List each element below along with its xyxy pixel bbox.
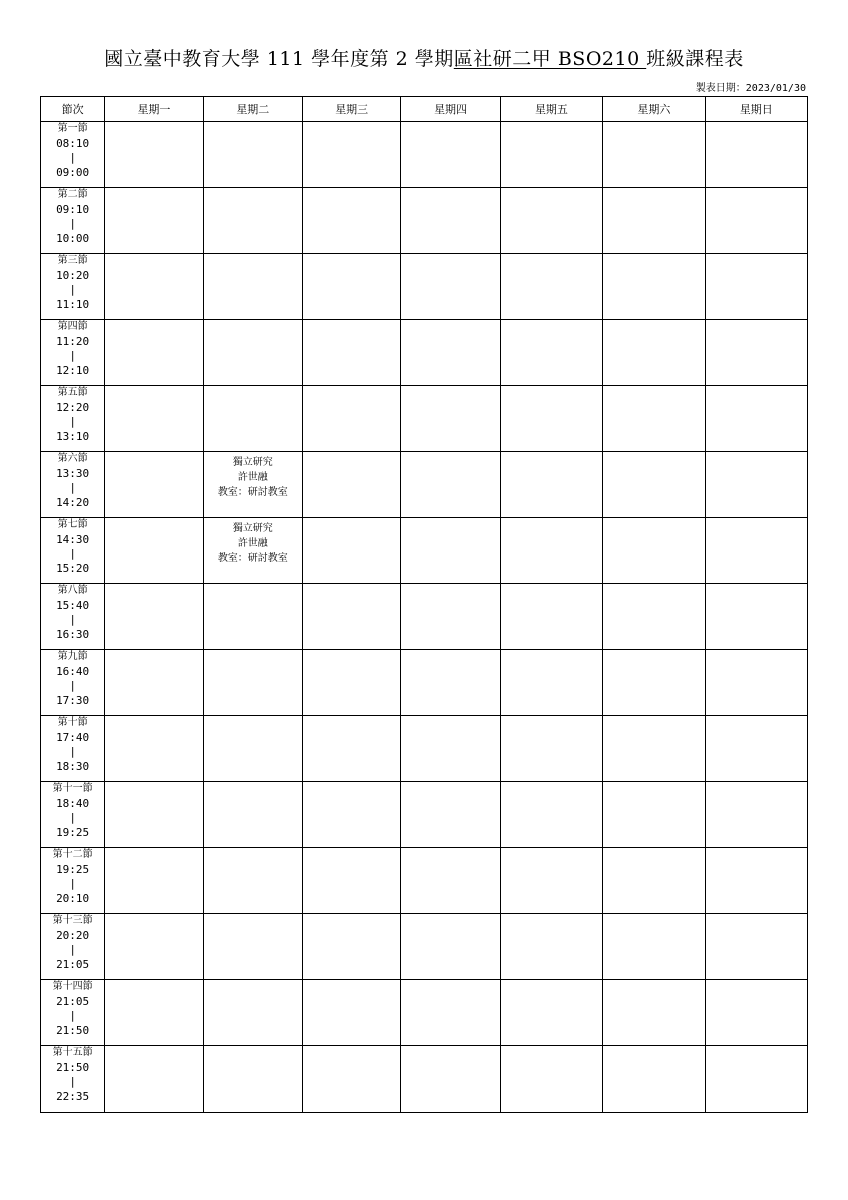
schedule-cell	[603, 320, 705, 386]
schedule-cell	[105, 122, 203, 188]
period-name: 第十三節	[52, 915, 93, 926]
period-header: 節次	[41, 97, 105, 122]
schedule-cell	[705, 452, 807, 518]
course-name: 獨立研究	[232, 457, 273, 468]
schedule-cell	[603, 122, 705, 188]
day-header-thu: 星期四	[401, 97, 500, 122]
schedule-cell	[705, 980, 807, 1046]
period-cell	[41, 914, 105, 980]
schedule-cell	[705, 122, 807, 188]
time-separator: |	[69, 811, 76, 824]
schedule-cell	[203, 584, 302, 650]
schedule-cell	[105, 848, 203, 914]
period-start-time: 19:25	[56, 862, 90, 876]
schedule-cell	[203, 1046, 302, 1113]
course-room: 教室：研討教室	[217, 487, 288, 498]
title-prefix: 國立臺中教育大學 111 學年度第 2 學期	[104, 48, 454, 70]
day-header-wed: 星期三	[303, 97, 401, 122]
schedule-cell	[203, 980, 302, 1046]
time-separator: |	[69, 481, 76, 494]
schedule-cell	[401, 518, 500, 584]
schedule-cell	[303, 386, 401, 452]
schedule-cell	[603, 914, 705, 980]
time-separator: |	[69, 877, 76, 890]
schedule-cell	[401, 320, 500, 386]
table-row	[41, 848, 808, 914]
day-header-sat: 星期六	[603, 97, 705, 122]
schedule-cell	[401, 386, 500, 452]
table-row	[41, 782, 808, 848]
schedule-cell	[203, 716, 302, 782]
schedule-cell	[105, 980, 203, 1046]
schedule-cell	[603, 848, 705, 914]
schedule-cell	[203, 782, 302, 848]
page-title	[0, 44, 848, 71]
period-end-time: 17:30	[56, 693, 90, 707]
period-end-time: 21:05	[56, 957, 90, 971]
period-cell	[41, 980, 105, 1046]
period-name: 第十四節	[52, 981, 93, 992]
schedule-cell	[303, 320, 401, 386]
schedule-cell	[401, 254, 500, 320]
schedule-cell	[705, 386, 807, 452]
schedule-cell	[105, 518, 203, 584]
period-start-time: 14:30	[56, 532, 90, 546]
schedule-cell	[401, 848, 500, 914]
schedule-cell	[203, 848, 302, 914]
schedule-cell	[705, 254, 807, 320]
time-separator: |	[69, 745, 76, 758]
schedule-cell	[603, 650, 705, 716]
schedule-cell	[500, 848, 602, 914]
schedule-cell	[105, 1046, 203, 1113]
time-separator: |	[69, 679, 76, 692]
period-name: 第五節	[57, 387, 88, 398]
schedule-cell	[105, 782, 203, 848]
schedule-cell	[105, 452, 203, 518]
schedule-cell	[203, 452, 302, 518]
period-end-time: 13:10	[56, 429, 90, 443]
schedule-cell	[705, 1046, 807, 1113]
period-end-time: 14:20	[56, 495, 90, 509]
table-row	[41, 188, 808, 254]
schedule-cell	[203, 122, 302, 188]
period-start-time: 09:10	[56, 202, 90, 216]
period-cell	[41, 782, 105, 848]
schedule-cell	[105, 584, 203, 650]
schedule-cell	[303, 848, 401, 914]
time-separator: |	[69, 349, 76, 362]
period-start-time: 17:40	[56, 730, 90, 744]
schedule-cell	[105, 914, 203, 980]
schedule-cell	[500, 980, 602, 1046]
schedule-cell	[303, 980, 401, 1046]
table-row	[41, 914, 808, 980]
schedule-cell	[303, 782, 401, 848]
schedule-cell	[705, 188, 807, 254]
course-room: 教室：研討教室	[217, 553, 288, 564]
schedule-cell	[500, 188, 602, 254]
table-row	[41, 1046, 808, 1113]
table-row	[41, 452, 808, 518]
title-class: 區社研二甲 BSO210	[453, 48, 647, 70]
period-end-time: 10:00	[56, 231, 90, 245]
schedule-cell	[500, 782, 602, 848]
schedule-cell	[603, 386, 705, 452]
schedule-cell	[303, 716, 401, 782]
day-header-mon: 星期一	[105, 97, 203, 122]
time-separator: |	[69, 415, 76, 428]
table-row	[41, 386, 808, 452]
schedule-cell	[500, 518, 602, 584]
schedule-cell	[203, 254, 302, 320]
schedule-cell	[705, 716, 807, 782]
title-suffix: 班級課程表	[646, 48, 744, 70]
period-name: 第十二節	[52, 849, 93, 860]
period-cell	[41, 320, 105, 386]
period-start-time: 20:20	[56, 928, 90, 942]
schedule-cell	[401, 452, 500, 518]
period-start-time: 21:50	[56, 1060, 90, 1074]
period-start-time: 08:10	[56, 136, 90, 150]
time-separator: |	[69, 1075, 76, 1088]
day-header-sun: 星期日	[705, 97, 807, 122]
period-cell	[41, 122, 105, 188]
period-cell	[41, 716, 105, 782]
period-start-time: 12:20	[56, 400, 90, 414]
schedule-cell	[500, 650, 602, 716]
schedule-cell	[303, 584, 401, 650]
course-entry	[204, 518, 302, 566]
schedule-cell	[401, 650, 500, 716]
period-end-time: 12:10	[56, 363, 90, 377]
schedule-cell	[603, 518, 705, 584]
schedule-cell	[203, 650, 302, 716]
time-separator: |	[69, 217, 76, 230]
period-start-time: 11:20	[56, 334, 90, 348]
table-row	[41, 122, 808, 188]
schedule-cell	[603, 452, 705, 518]
date-label: 製表日期：2023/01/30	[695, 83, 806, 94]
schedule-cell	[105, 650, 203, 716]
schedule-cell	[500, 584, 602, 650]
schedule-cell	[401, 716, 500, 782]
table-row	[41, 980, 808, 1046]
timetable-body	[41, 122, 808, 1113]
period-end-time: 22:35	[56, 1089, 90, 1103]
period-name: 第六節	[57, 453, 88, 464]
schedule-cell	[500, 386, 602, 452]
schedule-cell	[401, 188, 500, 254]
period-end-time: 16:30	[56, 627, 90, 641]
schedule-cell	[105, 254, 203, 320]
period-name: 第十節	[57, 717, 88, 728]
timetable	[40, 96, 808, 1113]
period-start-time: 16:40	[56, 664, 90, 678]
table-row	[41, 584, 808, 650]
schedule-cell	[500, 914, 602, 980]
schedule-cell	[603, 782, 705, 848]
schedule-cell	[203, 518, 302, 584]
schedule-cell	[105, 716, 203, 782]
schedule-cell	[500, 452, 602, 518]
schedule-cell	[705, 584, 807, 650]
period-end-time: 15:20	[56, 561, 90, 575]
header-row	[41, 97, 808, 122]
schedule-cell	[203, 914, 302, 980]
time-separator: |	[69, 613, 76, 626]
schedule-cell	[203, 386, 302, 452]
period-cell	[41, 848, 105, 914]
period-start-time: 15:40	[56, 598, 90, 612]
schedule-cell	[303, 452, 401, 518]
schedule-cell	[303, 1046, 401, 1113]
schedule-cell	[105, 386, 203, 452]
schedule-cell	[303, 254, 401, 320]
schedule-cell	[603, 584, 705, 650]
schedule-cell	[705, 848, 807, 914]
course-name: 獨立研究	[232, 523, 273, 534]
period-cell	[41, 650, 105, 716]
schedule-cell	[500, 1046, 602, 1113]
schedule-cell	[500, 716, 602, 782]
period-name: 第八節	[57, 585, 88, 596]
schedule-cell	[401, 122, 500, 188]
schedule-cell	[203, 320, 302, 386]
period-name: 第九節	[57, 651, 88, 662]
schedule-cell	[105, 188, 203, 254]
time-separator: |	[69, 151, 76, 164]
schedule-cell	[401, 1046, 500, 1113]
period-end-time: 18:30	[56, 759, 90, 773]
table-row	[41, 716, 808, 782]
schedule-cell	[303, 914, 401, 980]
schedule-cell	[401, 914, 500, 980]
schedule-cell	[603, 188, 705, 254]
course-entry	[204, 452, 302, 500]
period-end-time: 09:00	[56, 165, 90, 179]
period-end-time: 20:10	[56, 891, 90, 905]
period-cell	[41, 1046, 105, 1113]
period-name: 第十五節	[52, 1047, 93, 1058]
schedule-cell	[500, 122, 602, 188]
period-name: 第四節	[57, 321, 88, 332]
schedule-cell	[303, 650, 401, 716]
schedule-cell	[203, 188, 302, 254]
schedule-cell	[705, 518, 807, 584]
schedule-cell	[303, 122, 401, 188]
schedule-cell	[705, 914, 807, 980]
day-header-fri: 星期五	[500, 97, 602, 122]
period-start-time: 18:40	[56, 796, 90, 810]
period-start-time: 13:30	[56, 466, 90, 480]
period-start-time: 10:20	[56, 268, 90, 282]
schedule-cell	[401, 980, 500, 1046]
period-name: 第三節	[57, 255, 88, 266]
schedule-cell	[705, 650, 807, 716]
period-start-time: 21:05	[56, 994, 90, 1008]
schedule-cell	[500, 320, 602, 386]
schedule-cell	[603, 254, 705, 320]
schedule-cell	[500, 254, 602, 320]
period-name: 第一節	[57, 123, 88, 134]
table-row	[41, 518, 808, 584]
course-teacher: 許世融	[237, 472, 268, 483]
time-separator: |	[69, 1009, 76, 1022]
period-end-time: 11:10	[56, 297, 90, 311]
time-separator: |	[69, 547, 76, 560]
schedule-cell	[603, 1046, 705, 1113]
schedule-cell	[401, 782, 500, 848]
period-cell	[41, 518, 105, 584]
table-row	[41, 320, 808, 386]
schedule-cell	[705, 782, 807, 848]
period-end-time: 21:50	[56, 1023, 90, 1037]
schedule-cell	[603, 980, 705, 1046]
schedule-cell	[105, 320, 203, 386]
period-name: 第七節	[57, 519, 88, 530]
period-cell	[41, 254, 105, 320]
table-row	[41, 254, 808, 320]
period-cell	[41, 452, 105, 518]
schedule-cell	[603, 716, 705, 782]
schedule-cell	[705, 320, 807, 386]
course-teacher: 許世融	[237, 538, 268, 549]
period-name: 第十一節	[52, 783, 93, 794]
day-header-tue: 星期二	[203, 97, 302, 122]
period-cell	[41, 584, 105, 650]
period-cell	[41, 188, 105, 254]
schedule-cell	[401, 584, 500, 650]
schedule-cell	[303, 188, 401, 254]
time-separator: |	[69, 283, 76, 296]
table-row	[41, 650, 808, 716]
period-name: 第二節	[57, 189, 88, 200]
time-separator: |	[69, 943, 76, 956]
period-end-time: 19:25	[56, 825, 90, 839]
period-cell	[41, 386, 105, 452]
schedule-cell	[303, 518, 401, 584]
